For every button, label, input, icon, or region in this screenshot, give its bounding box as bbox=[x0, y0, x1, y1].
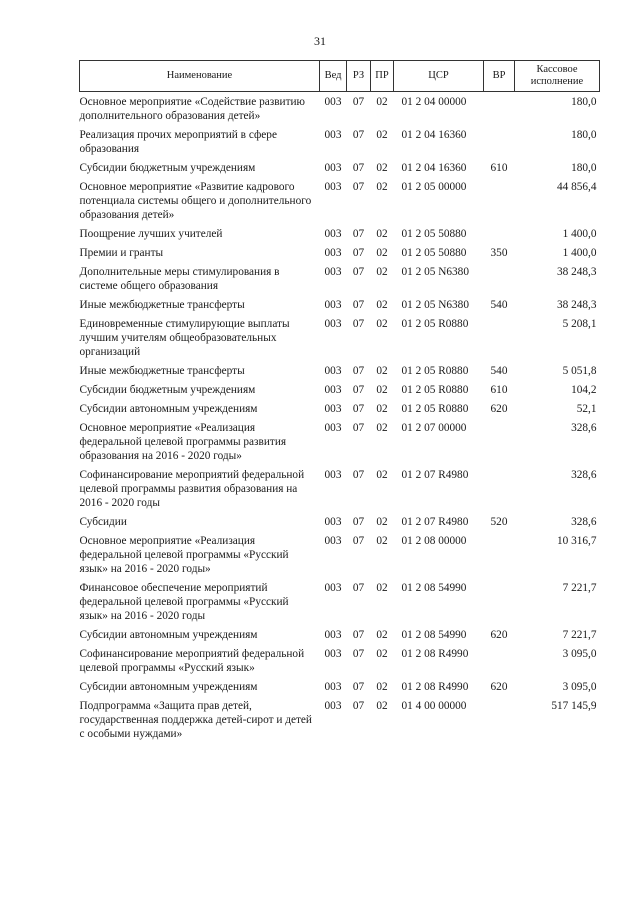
row-csr: 01 2 08 00000 bbox=[401, 535, 467, 547]
table-row bbox=[80, 421, 600, 468]
row-amount: 328,6 bbox=[571, 469, 597, 481]
row-amount: 38 248,3 bbox=[556, 266, 597, 278]
row-name: Субсидии автономным учреждениям bbox=[79, 629, 258, 641]
row-ved: 003 bbox=[324, 181, 342, 193]
table-row bbox=[80, 581, 600, 628]
row-vr bbox=[484, 227, 515, 246]
table-row bbox=[80, 680, 600, 699]
row-csr: 01 2 05 00000 bbox=[401, 181, 467, 193]
row-name: Единовременные стимулирующие выплаты лучшим учителям общеобразовательных организаций bbox=[79, 318, 290, 358]
table-row bbox=[80, 161, 600, 180]
table-row bbox=[80, 128, 600, 161]
row-ved: 003 bbox=[324, 700, 342, 712]
row-name: Основное мероприятие «Реализация федеральной целевой программы развития образования на 2016 - 2020 годы» bbox=[79, 422, 287, 462]
row-pr: 02 bbox=[376, 516, 388, 528]
row-vr: 620 bbox=[490, 403, 508, 415]
row-pr: 02 bbox=[376, 181, 388, 193]
table-row bbox=[80, 699, 600, 746]
row-name: Субсидии автономным учреждениям bbox=[79, 403, 258, 415]
row-amount: 5 208,1 bbox=[562, 318, 597, 330]
row-vr: 610 bbox=[490, 162, 508, 174]
row-ved: 003 bbox=[324, 247, 342, 259]
row-csr: 01 2 05 R0880 bbox=[401, 365, 469, 377]
row-pr: 02 bbox=[376, 162, 388, 174]
row-csr: 01 2 04 16360 bbox=[401, 129, 467, 141]
row-ved: 003 bbox=[324, 228, 342, 240]
row-amount: 180,0 bbox=[571, 162, 597, 174]
row-name: Субсидии бюджетным учреждениям bbox=[79, 384, 256, 396]
row-pr: 02 bbox=[376, 247, 388, 259]
row-csr: 01 2 08 54990 bbox=[401, 582, 467, 594]
row-rz: 07 bbox=[352, 129, 365, 141]
row-name: Реализация прочих мероприятий в сфере образования bbox=[79, 129, 277, 155]
row-amount: 328,6 bbox=[571, 516, 597, 528]
row-csr: 01 2 08 R4990 bbox=[401, 681, 469, 693]
header-rz: РЗ bbox=[347, 61, 371, 92]
row-vr bbox=[484, 699, 515, 746]
header-name: Наименование bbox=[80, 61, 320, 92]
row-vr bbox=[484, 468, 515, 515]
table-row bbox=[80, 317, 600, 364]
table-row bbox=[80, 628, 600, 647]
row-vr: 540 bbox=[490, 299, 508, 311]
table-row bbox=[80, 515, 600, 534]
row-pr: 02 bbox=[376, 299, 388, 311]
row-rz: 07 bbox=[352, 318, 365, 330]
row-vr bbox=[484, 128, 515, 161]
row-pr: 02 bbox=[376, 96, 388, 108]
row-pr: 02 bbox=[376, 681, 388, 693]
row-rz: 07 bbox=[352, 700, 365, 712]
row-csr: 01 2 04 16360 bbox=[401, 162, 467, 174]
row-vr bbox=[484, 534, 515, 581]
row-ved: 003 bbox=[324, 96, 342, 108]
row-vr bbox=[484, 421, 515, 468]
table-header-row bbox=[80, 61, 600, 92]
row-pr: 02 bbox=[376, 700, 388, 712]
row-pr: 02 bbox=[376, 422, 388, 434]
row-ved: 003 bbox=[324, 422, 342, 434]
row-vr bbox=[484, 581, 515, 628]
row-rz: 07 bbox=[352, 516, 365, 528]
table-row bbox=[80, 92, 600, 129]
row-ved: 003 bbox=[324, 299, 342, 311]
row-amount: 10 316,7 bbox=[556, 535, 597, 547]
row-name: Иные межбюджетные трансферты bbox=[79, 299, 245, 311]
page-number: 31 bbox=[314, 34, 326, 48]
row-amount: 52,1 bbox=[576, 403, 597, 415]
row-vr bbox=[484, 647, 515, 680]
row-csr: 01 2 04 00000 bbox=[401, 96, 467, 108]
row-rz: 07 bbox=[352, 384, 365, 396]
row-name: Софинансирование мероприятий федеральной целевой программы развития образования на 2016 - 2020 годы bbox=[79, 469, 305, 509]
table-row bbox=[80, 180, 600, 227]
row-csr: 01 2 08 54990 bbox=[401, 629, 467, 641]
row-ved: 003 bbox=[324, 648, 342, 660]
row-amount: 1 400,0 bbox=[562, 247, 597, 259]
table-row bbox=[80, 647, 600, 680]
row-amount: 328,6 bbox=[571, 422, 597, 434]
row-pr: 02 bbox=[376, 535, 388, 547]
row-amount: 3 095,0 bbox=[562, 648, 597, 660]
header-vr: ВР bbox=[484, 61, 515, 92]
table-row bbox=[80, 298, 600, 317]
row-csr: 01 2 07 R4980 bbox=[401, 516, 469, 528]
budget-execution-table bbox=[79, 60, 600, 746]
row-ved: 003 bbox=[324, 681, 342, 693]
row-ved: 003 bbox=[324, 629, 342, 641]
row-rz: 07 bbox=[352, 535, 365, 547]
row-vr bbox=[484, 265, 515, 298]
row-rz: 07 bbox=[352, 629, 365, 641]
row-csr: 01 2 05 R0880 bbox=[401, 318, 469, 330]
row-amount: 3 095,0 bbox=[562, 681, 597, 693]
row-name: Финансовое обеспечение мероприятий федеральной целевой программы «Русский язык» на 2016 - 2020 годы bbox=[79, 582, 289, 622]
row-ved: 003 bbox=[324, 384, 342, 396]
row-pr: 02 bbox=[376, 266, 388, 278]
row-name: Основное мероприятие «Реализация федеральной целевой программы «Русский язык» на 2016 - 2020 годы» bbox=[79, 535, 289, 575]
row-rz: 07 bbox=[352, 422, 365, 434]
row-rz: 07 bbox=[352, 403, 365, 415]
row-ved: 003 bbox=[324, 516, 342, 528]
row-rz: 07 bbox=[352, 681, 365, 693]
row-ved: 003 bbox=[324, 365, 342, 377]
row-name: Субсидии бюджетным учреждениям bbox=[79, 162, 256, 174]
row-amount: 38 248,3 bbox=[556, 299, 597, 311]
row-ved: 003 bbox=[324, 266, 342, 278]
row-pr: 02 bbox=[376, 318, 388, 330]
row-csr: 01 2 07 00000 bbox=[401, 422, 467, 434]
header-ved: Вед bbox=[320, 61, 347, 92]
table-row bbox=[80, 364, 600, 383]
row-name: Иные межбюджетные трансферты bbox=[79, 365, 245, 377]
row-rz: 07 bbox=[352, 469, 365, 481]
row-name: Премии и гранты bbox=[79, 247, 164, 259]
row-amount: 180,0 bbox=[571, 96, 597, 108]
table-body bbox=[80, 92, 600, 747]
row-amount: 180,0 bbox=[571, 129, 597, 141]
row-pr: 02 bbox=[376, 365, 388, 377]
row-ved: 003 bbox=[324, 162, 342, 174]
row-rz: 07 bbox=[352, 648, 365, 660]
row-csr: 01 2 07 R4980 bbox=[401, 469, 469, 481]
row-pr: 02 bbox=[376, 648, 388, 660]
row-name: Субсидии bbox=[79, 516, 127, 528]
row-amount: 44 856,4 bbox=[556, 181, 597, 193]
row-rz: 07 bbox=[352, 247, 365, 259]
row-rz: 07 bbox=[352, 228, 365, 240]
row-amount: 1 400,0 bbox=[562, 228, 597, 240]
row-pr: 02 bbox=[376, 384, 388, 396]
row-amount: 7 221,7 bbox=[562, 582, 597, 594]
row-vr: 350 bbox=[490, 247, 508, 259]
header-pr: ПР bbox=[371, 61, 394, 92]
row-name: Основное мероприятие «Развитие кадрового потенциала системы общего и дополнительного образования детей» bbox=[79, 181, 312, 221]
row-csr: 01 2 05 50880 bbox=[401, 247, 467, 259]
row-csr: 01 2 05 N6380 bbox=[401, 299, 469, 311]
row-csr: 01 2 05 N6380 bbox=[401, 266, 469, 278]
row-csr: 01 4 00 00000 bbox=[401, 700, 467, 712]
table-row bbox=[80, 402, 600, 421]
row-rz: 07 bbox=[352, 299, 365, 311]
row-vr bbox=[484, 92, 515, 129]
header-csr: ЦСР bbox=[394, 61, 484, 92]
row-vr: 520 bbox=[490, 516, 508, 528]
row-ved: 003 bbox=[324, 469, 342, 481]
row-amount: 517 145,9 bbox=[551, 700, 597, 712]
row-ved: 003 bbox=[324, 403, 342, 415]
table-row bbox=[80, 246, 600, 265]
row-amount: 5 051,8 bbox=[562, 365, 597, 377]
row-pr: 02 bbox=[376, 629, 388, 641]
row-rz: 07 bbox=[352, 96, 365, 108]
row-ved: 003 bbox=[324, 535, 342, 547]
table-row bbox=[80, 534, 600, 581]
row-rz: 07 bbox=[352, 365, 365, 377]
row-pr: 02 bbox=[376, 403, 388, 415]
row-rz: 07 bbox=[352, 181, 365, 193]
row-vr bbox=[484, 317, 515, 364]
row-ved: 003 bbox=[324, 129, 342, 141]
row-ved: 003 bbox=[324, 318, 342, 330]
row-name: Субсидии автономным учреждениям bbox=[79, 681, 258, 693]
row-vr: 620 bbox=[490, 681, 508, 693]
row-ved: 003 bbox=[324, 582, 342, 594]
row-vr bbox=[484, 180, 515, 227]
row-csr: 01 2 05 R0880 bbox=[401, 403, 469, 415]
row-vr: 540 bbox=[490, 365, 508, 377]
row-name: Основное мероприятие «Содействие развитию дополнительного образования детей» bbox=[79, 96, 305, 122]
table-row bbox=[80, 265, 600, 298]
row-rz: 07 bbox=[352, 582, 365, 594]
row-pr: 02 bbox=[376, 469, 388, 481]
row-name: Поощрение лучших учителей bbox=[79, 228, 223, 240]
table-row bbox=[80, 227, 600, 246]
table-row bbox=[80, 383, 600, 402]
row-vr: 620 bbox=[490, 629, 508, 641]
row-pr: 02 bbox=[376, 228, 388, 240]
row-csr: 01 2 08 R4990 bbox=[401, 648, 469, 660]
header-amount: Кассовое исполнение bbox=[515, 61, 600, 92]
row-rz: 07 bbox=[352, 162, 365, 174]
row-amount: 104,2 bbox=[571, 384, 597, 396]
row-csr: 01 2 05 50880 bbox=[401, 228, 467, 240]
row-vr: 610 bbox=[490, 384, 508, 396]
row-pr: 02 bbox=[376, 129, 388, 141]
row-name: Софинансирование мероприятий федеральной целевой программы «Русский язык» bbox=[79, 648, 305, 674]
row-csr: 01 2 05 R0880 bbox=[401, 384, 469, 396]
row-amount: 7 221,7 bbox=[562, 629, 597, 641]
row-rz: 07 bbox=[352, 266, 365, 278]
row-name: Дополнительные меры стимулирования в системе общего образования bbox=[79, 266, 280, 292]
row-pr: 02 bbox=[376, 582, 388, 594]
row-name: Подпрограмма «Защита прав детей, государственная поддержка детей-сирот и детей с особыми нуждами» bbox=[79, 700, 312, 740]
table-row bbox=[80, 468, 600, 515]
